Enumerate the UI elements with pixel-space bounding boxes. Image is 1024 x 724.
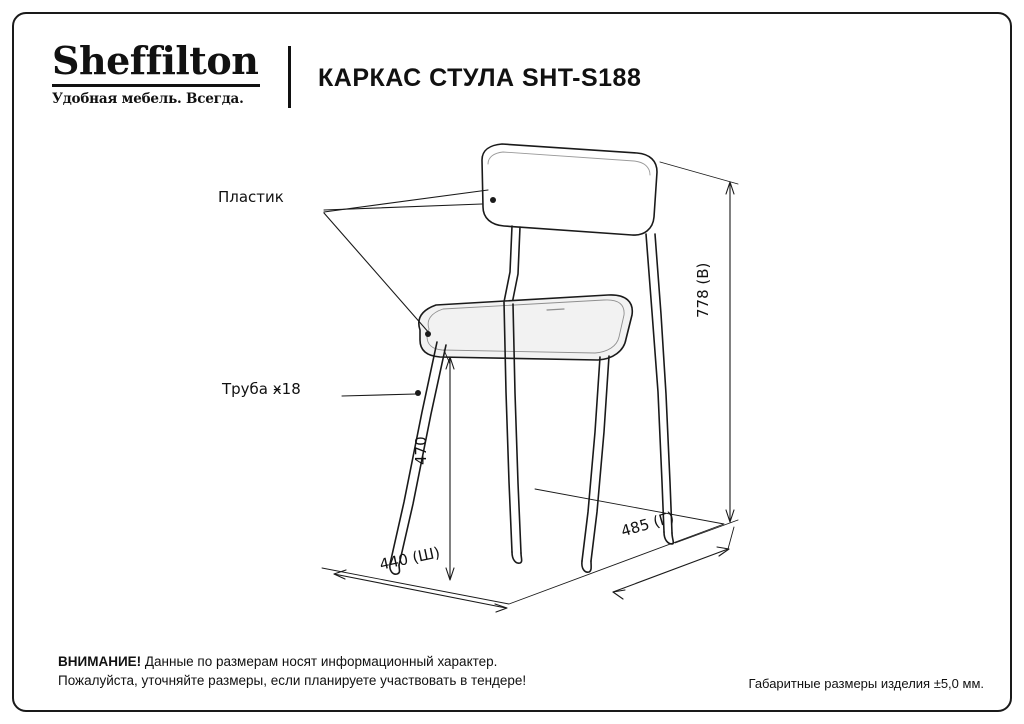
front-right-leg-outer bbox=[582, 357, 600, 561]
footer-tolerance-note: Габаритные размеры изделия ±5,0 мм. bbox=[748, 676, 984, 691]
dim-height-extension-top bbox=[660, 162, 738, 184]
footer-note-line1 bbox=[58, 652, 526, 671]
dim-depth-arrow-left bbox=[613, 590, 625, 599]
dim-width-line bbox=[334, 574, 506, 608]
footer-note-line2: Пожалуйста, уточняйте размеры, если планируете участвовать в тендере! bbox=[58, 673, 527, 688]
dim-depth-arrow-right bbox=[717, 547, 729, 556]
back-post-left bbox=[504, 226, 512, 302]
callout-label-plastic: Пластик bbox=[218, 188, 284, 206]
back-post-left-inner bbox=[512, 227, 520, 304]
brand-tagline: Удобная мебель. Всегда. bbox=[52, 91, 244, 107]
back-post-right-foot bbox=[664, 532, 673, 544]
page-title: КАРКАС СТУЛА SHT-S188 bbox=[318, 64, 642, 92]
brand-name: Sheffilton bbox=[52, 38, 259, 83]
callout-plastic-leader-2 bbox=[324, 190, 488, 212]
rear-left-leg-foot bbox=[512, 552, 522, 563]
callout-plastic-leader-3 bbox=[324, 213, 430, 334]
dim-height-extension-bottom bbox=[675, 520, 738, 543]
dimension-label-seat-height: 470 bbox=[412, 436, 430, 465]
dimension-label-width: 440 (Ш) bbox=[378, 543, 442, 574]
callout-tube-leader bbox=[342, 394, 416, 396]
footer-note bbox=[58, 652, 526, 690]
callout-plastic-dot-1 bbox=[490, 197, 496, 203]
front-right-leg-inner bbox=[591, 356, 609, 561]
footer-attention-text: Данные по размерам носят информационный характер. bbox=[141, 654, 498, 669]
callout-tube-dot bbox=[415, 390, 421, 396]
dimension-label-depth: 485 (Г) bbox=[619, 508, 677, 541]
footer-attention-word: ВНИМАНИЕ! bbox=[58, 654, 142, 669]
callout-plastic-dot-2 bbox=[425, 331, 431, 337]
dim-depth-line bbox=[613, 549, 728, 592]
dim-depth-extension bbox=[728, 527, 734, 549]
back-post-right bbox=[646, 234, 664, 532]
chair-technical-drawing bbox=[12, 12, 1012, 712]
backrest-outline bbox=[482, 144, 657, 235]
front-right-leg-foot bbox=[582, 561, 591, 572]
callout-label-tube: Труба ӿ18 bbox=[222, 380, 301, 398]
dimension-label-height: 778 (В) bbox=[694, 262, 712, 318]
